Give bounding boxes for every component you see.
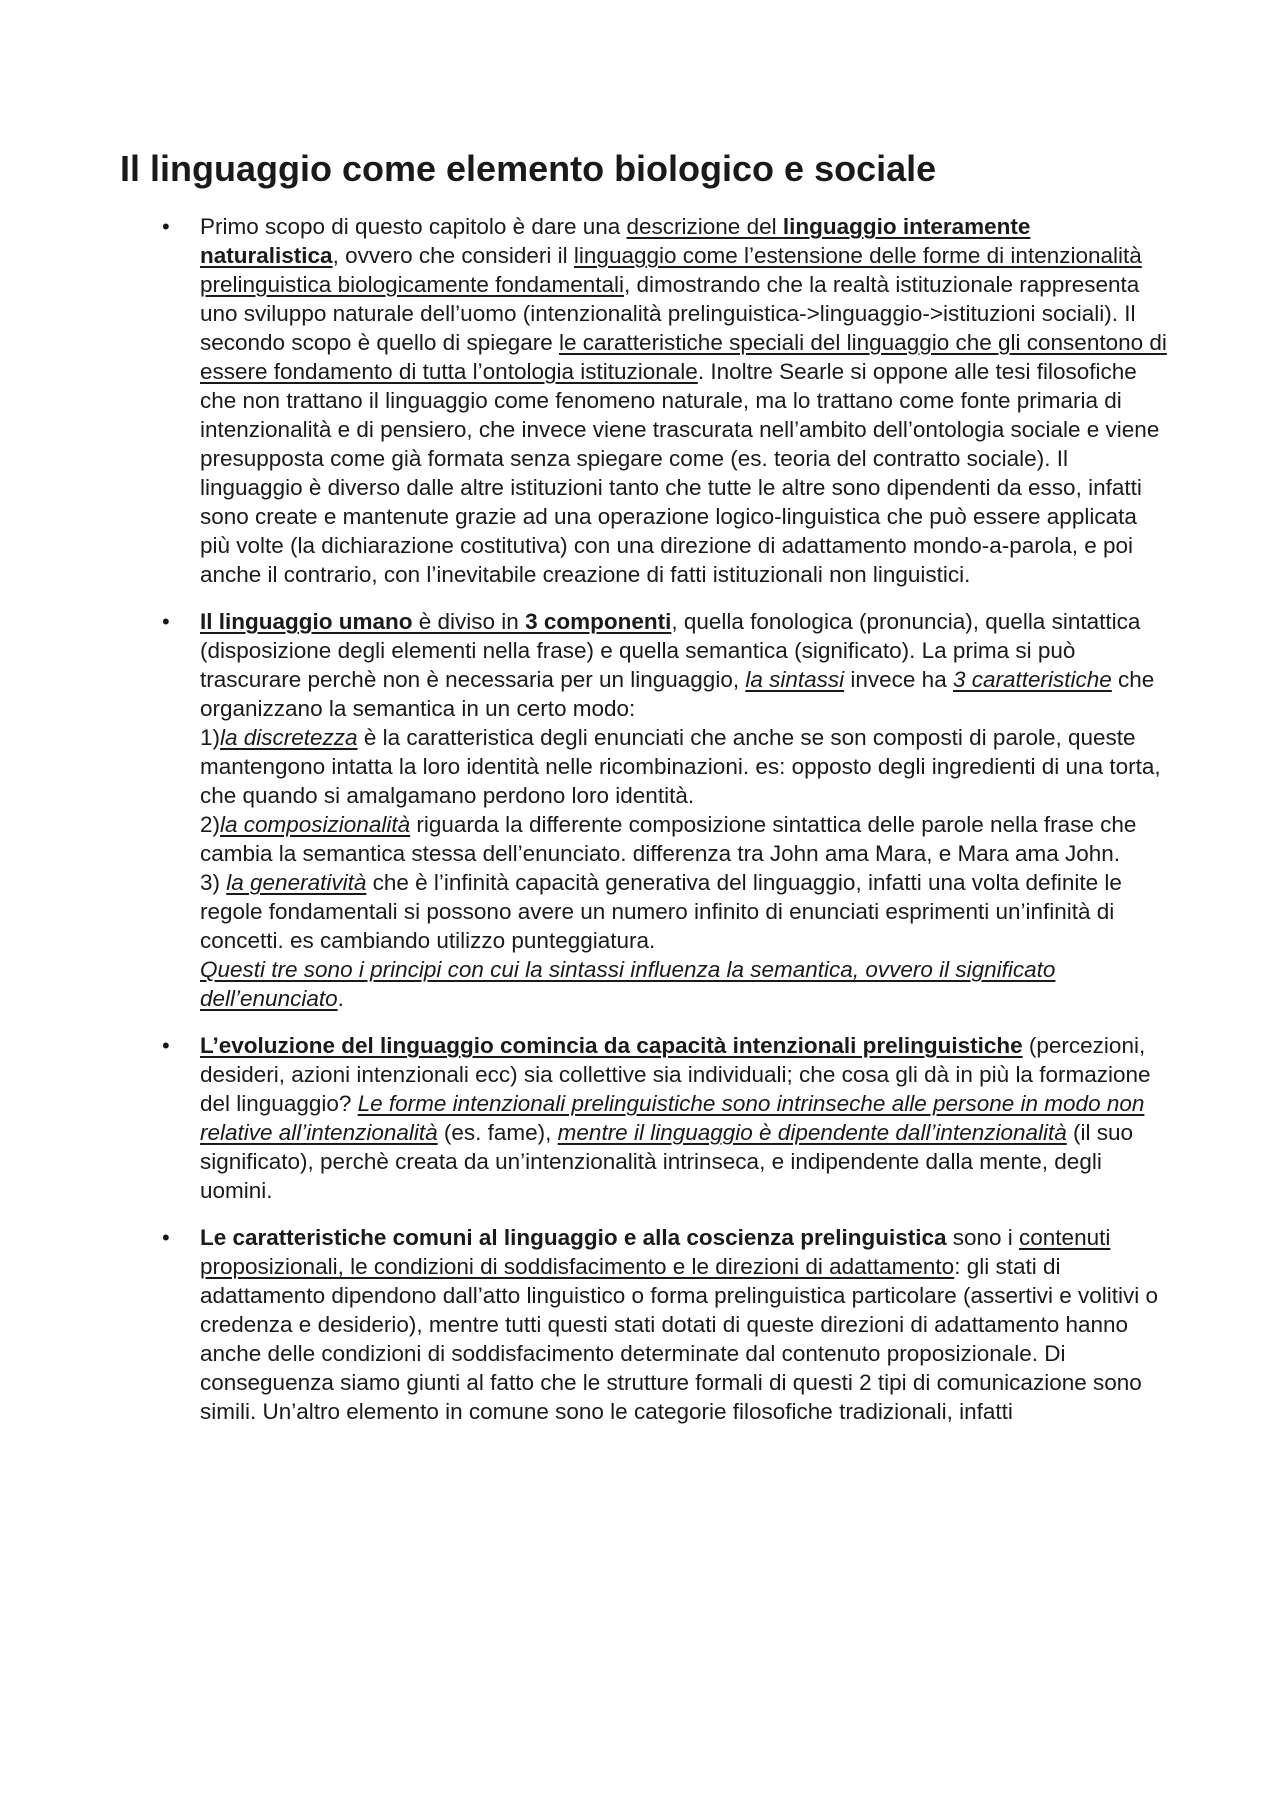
sub-paragraph-discretezza: [200, 723, 1170, 810]
paragraph: [200, 607, 1170, 723]
text: 3): [200, 870, 227, 895]
text: che è l’infinità capacità generativa del linguaggio, infatti una volta definite le regole fondamentali si possono avere un numero infinito di enunciati esprimenti un’infinità di concetti. es cambiando utilizzo punteggiatura.: [200, 870, 1122, 953]
italic-underlined-text: 3 caratteristiche: [952, 667, 1112, 692]
paragraph: [200, 1223, 1170, 1426]
italic-underlined-text: Le forme intenzionali prelinguistiche sono intrinseche alle persone in modo non relative all’intenzionalità: [200, 1091, 1145, 1145]
bold-underlined-text: Il linguaggio umano: [200, 609, 413, 634]
text: sono i: [946, 1225, 1020, 1250]
text: che organizzano la semantica in un certo modo:: [200, 667, 1155, 721]
underlined-text: descrizione del: [626, 214, 783, 239]
text: , ovvero che consideri il: [332, 243, 574, 268]
bullet-item-components: [120, 607, 1170, 1013]
bold-text: Le caratteristiche comuni al linguaggio e alla coscienza prelinguistica: [200, 1225, 947, 1250]
bullet-list: [120, 212, 1170, 1444]
bullet-item-evolution: [120, 1031, 1170, 1205]
bullet-icon: •: [162, 1033, 170, 1058]
bullet-item-scope: [120, 212, 1170, 589]
text: invece ha: [844, 667, 953, 692]
bullet-icon: •: [162, 1225, 170, 1250]
sub-paragraph-generativita: [200, 868, 1170, 955]
italic-underlined-text: Questi tre sono i principi con cui la sintassi influenza la semantica, ovvero il significato dell’enunciato: [200, 957, 1056, 1011]
text: è la caratteristica degli enunciati che anche se son composti di parole, queste mantengono intatta la loro identità nelle ricombinazioni. es: opposto degli ingredienti di una torta, che quando si amalgamano perdono loro identità.: [200, 725, 1161, 808]
text: .: [337, 986, 344, 1011]
bold-underlined-text: L’evoluzione del linguaggio comincia da capacità intenzionali prelinguistiche: [200, 1033, 1023, 1058]
bullet-item-common-features: [120, 1223, 1170, 1426]
italic-underlined-text: la discretezza: [220, 725, 358, 750]
sub-paragraph-composizionalita: [200, 810, 1170, 868]
paragraph: [200, 212, 1170, 589]
text: Primo scopo di questo capitolo è dare una: [200, 214, 627, 239]
underlined-text: le caratteristiche speciali del linguaggio che gli consentono di essere fondamento di tutta l’ontologia istituzionale: [200, 330, 1167, 384]
text: : gli stati di adattamento dipendono dall’atto linguistico o forma prelinguistica particolare (assertivi e volitivi o credenza e desiderio), mentre tutti questi stati dotati di queste direzioni di adattamento hanno anche delle condizioni di soddisfacimento determinate dal contenuto proposizionale. Di conseguenza siamo giunti al fatto che le strutture formali di questi 2 tipi di comunicazione sono simili. Un’altro elemento in comune sono le categorie filosofiche tradizionali, infatti: [200, 1254, 1159, 1424]
paragraph: [200, 1031, 1170, 1205]
underlined-text: è diviso in: [412, 609, 526, 634]
text: , quella fonologica (pronuncia), quella sintattica (disposizione degli elementi nella frase) e quella semantica (significato). La prima si può trascurare perchè non è necessaria per un linguaggio,: [200, 609, 1141, 692]
text: , dimostrando che la realtà istituzionale rappresenta uno sviluppo naturale dell’uomo (intenzionalità prelinguistica->linguaggio->istituzioni sociali). Il secondo scopo è quello di spiegare: [200, 272, 1140, 355]
italic-underlined-text: la sintassi: [745, 667, 845, 692]
underlined-text: linguaggio come l’estensione delle forme di intenzionalità prelinguistica biologicamente fondamentali: [200, 243, 1142, 297]
bold-underlined-text: 3 componenti: [525, 609, 672, 634]
text: riguarda la differente composizione sintattica delle parole nella frase che cambia la semantica stessa dell’enunciato. differenza tra John ama Mara, e Mara ama John.: [200, 812, 1137, 866]
page-title: Il linguaggio come elemento biologico e sociale: [120, 148, 937, 189]
bold-underlined-text: linguaggio interamente naturalistica: [200, 214, 1031, 268]
text: . Inoltre Searle si oppone alle tesi filosofiche che non trattano il linguaggio come fenomeno naturale, ma lo trattano come fonte primaria di intenzionalità e di pensiero, che invece viene trascurata nell’ambito dell’ontologia sociale e viene presupposta come già formata senza spiegare come (es. teoria del contratto sociale). Il linguaggio è diverso dalle altre istituzioni tanto che tutte le altre sono dipendenti da esso, infatti sono create e mantenute grazie ad una operazione logico-linguistica che può essere applicata più volte (la dichiarazione costitutiva) con una direzione di adattamento mondo-a-parola, e poi anche il contrario, con l’inevitabile creazione di fatti istituzionali non linguistici.: [200, 359, 1160, 587]
bullet-icon: •: [162, 214, 170, 239]
italic-underlined-text: mentre il linguaggio è dipendente dall’intenzionalità: [557, 1120, 1067, 1145]
sub-paragraph-summary: [200, 955, 1170, 1013]
text: 2): [200, 812, 221, 837]
italic-underlined-text: la generatività: [226, 870, 367, 895]
underlined-text: contenuti proposizionali, le condizioni di soddisfacimento e le direzioni di adattamento: [200, 1225, 1111, 1279]
bullet-icon: •: [162, 609, 170, 634]
text: 1): [200, 725, 221, 750]
text: (il suo significato), perchè creata da un’intenzionalità intrinseca, e indipendente dalla mente, degli uomini.: [200, 1120, 1134, 1203]
text: (percezioni, desideri, azioni intenzionali ecc) sia collettive sia individuali; che cosa gli dà in più la formazione del linguaggio?: [200, 1033, 1151, 1116]
text: (es. fame),: [437, 1120, 558, 1145]
italic-underlined-text: la composizionalità: [220, 812, 411, 837]
